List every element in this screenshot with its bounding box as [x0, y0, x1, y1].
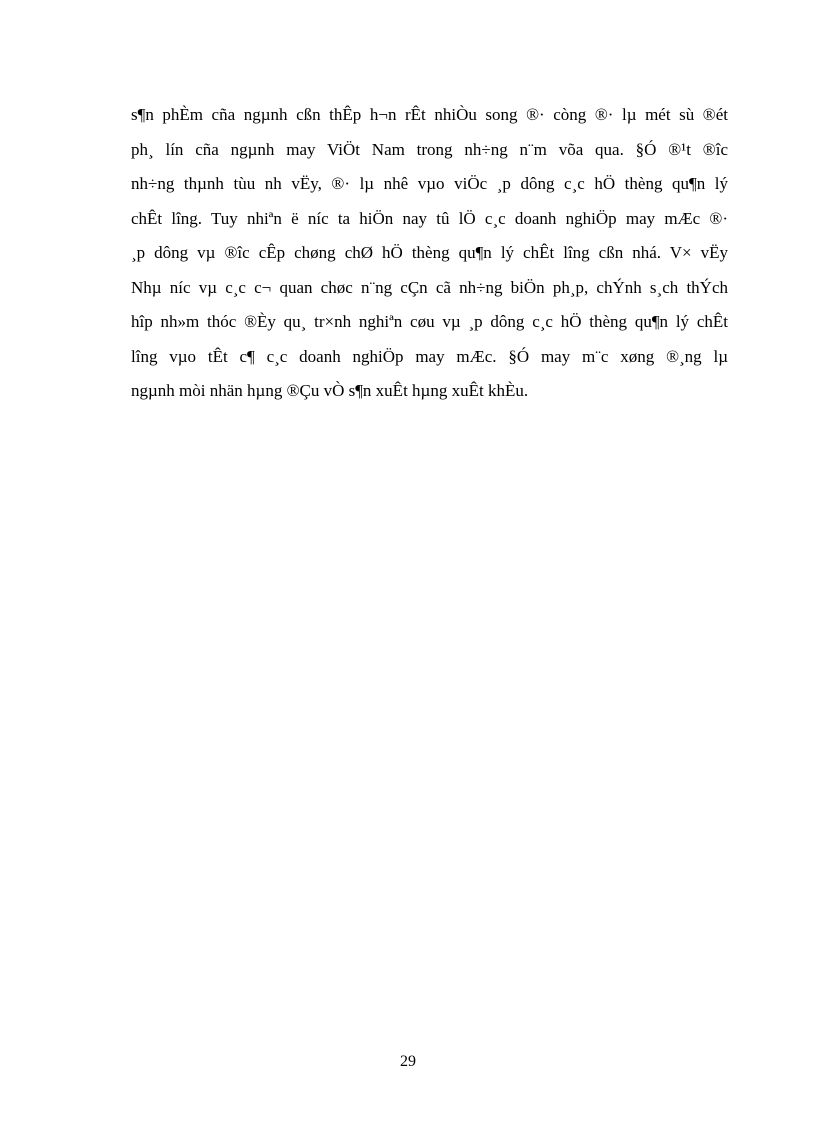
- page-number: 29: [400, 1053, 416, 1070]
- paragraph-line: hîp nh»m thóc ®Èy qu¸ tr×nh nghiªn cøu vµ ¸p dông c¸c hÖ thèng qu¶n lý chÊt: [131, 312, 728, 331]
- paragraph-line: lîng vµo tÊt c¶ c¸c doanh nghiÖp may mÆc. §Ó may m¨c xøng ®¸ng lµ: [131, 346, 728, 366]
- paragraph-line: s¶n phÈm cña ngµnh cßn thÊp h¬n rÊt nhiÒu song ®· còng ®· lµ mét sù ®ét: [131, 105, 728, 124]
- paragraph-line: ph¸ lín cña ngµnh may ViÖt Nam trong nh÷ng n¨m võa qua. §Ó ®¹t ®îc: [131, 139, 728, 159]
- paragraph-line: Nhµ níc vµ c¸c c¬ quan chøc n¨ng cÇn cã nh÷ng biÖn ph¸p, chÝnh s¸ch thÝch: [131, 277, 728, 297]
- body-paragraph: [131, 98, 728, 409]
- paragraph-line: ngµnh mòi nhän hµng ®Çu vÒ s¶n xuÊt hµng xuÊt khÈu.: [131, 381, 529, 400]
- paragraph-line: nh÷ng thµnh tùu nh vËy, ®· lµ nhê vµo viÖc ¸p dông c¸c hÖ thèng qu¶n lý: [131, 174, 728, 193]
- paragraph-line: chÊt lîng. Tuy nhiªn ë níc ta hiÖn nay tû lÖ c¸c doanh nghiÖp may mÆc ®·: [131, 208, 728, 228]
- paragraph-line: ¸p dông vµ ®îc cÊp chøng chØ hÖ thèng qu¶n lý chÊt lîng cßn nhá. V× vËy: [131, 243, 728, 262]
